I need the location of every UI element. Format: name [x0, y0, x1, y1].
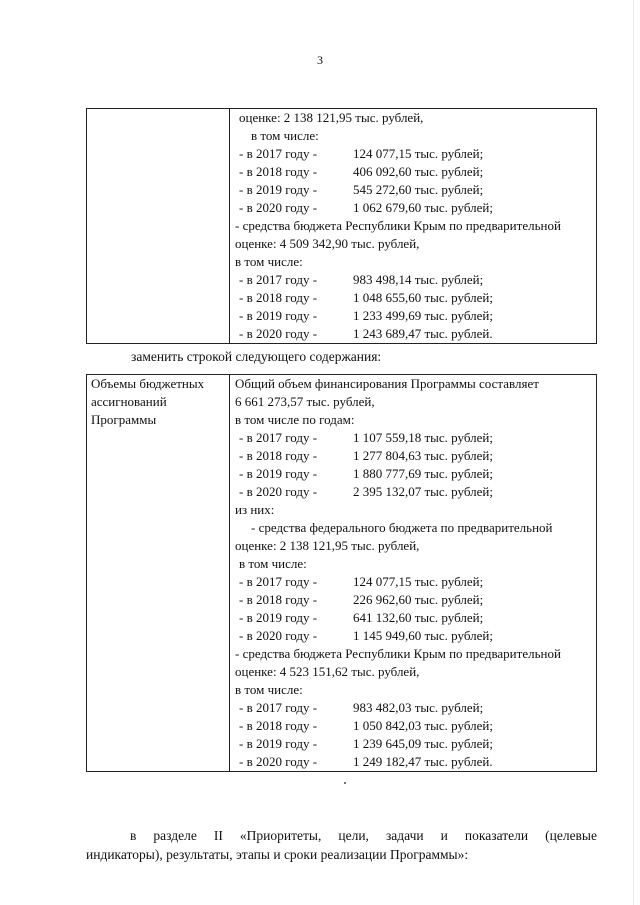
- text-line: - средства бюджета Республики Крым по предварительной: [235, 646, 561, 661]
- year-label: - в 2017 году -: [239, 574, 318, 589]
- amount-value: 1 233 499,69 тыс. рублей;: [353, 308, 493, 323]
- paragraph-line: индикаторы), результаты, этапы и сроки реализации Программы»:: [86, 847, 469, 862]
- amount-value: 1 062 679,60 тыс. рублей;: [353, 200, 493, 215]
- table-content-cell: [230, 109, 597, 344]
- text-line: в том числе по годам:: [235, 412, 355, 427]
- text-line: в том числе:: [235, 254, 303, 269]
- text-line: оценке: 4 523 151,62 тыс. рублей,: [235, 664, 420, 679]
- year-row: [235, 181, 592, 199]
- amount-value: 406 092,60 тыс. рублей;: [353, 164, 484, 179]
- amount-value: 1 239 645,09 тыс. рублей;: [353, 736, 493, 751]
- label-line: Программы: [91, 412, 157, 427]
- year-row: [235, 429, 592, 447]
- year-label: - в 2019 году -: [239, 308, 318, 323]
- amount-value: 1 880 777,69 тыс. рублей;: [353, 466, 493, 481]
- label-line: ассигнований: [91, 394, 167, 409]
- text-group: [235, 501, 592, 573]
- amount-value: 226 962,60 тыс. рублей;: [353, 592, 484, 607]
- text-line: из них:: [235, 502, 275, 517]
- text-line: - средства бюджета Республики Крым по предварительной: [235, 218, 561, 233]
- year-label: - в 2018 году -: [239, 718, 318, 733]
- amount-value: 983 498,14 тыс. рублей;: [353, 272, 484, 287]
- year-group: [235, 429, 592, 501]
- year-label: - в 2020 году -: [239, 484, 318, 499]
- page-number: 3: [317, 53, 323, 67]
- year-label: - в 2020 году -: [239, 754, 318, 769]
- scan-edge: [633, 0, 634, 905]
- scan-speck: [344, 782, 346, 784]
- text-line: в том числе:: [239, 556, 307, 571]
- amount-value: 1 243 689,47 тыс. рублей.: [353, 326, 493, 341]
- amount-value: 545 272,60 тыс. рублей;: [353, 182, 484, 197]
- year-label: - в 2019 году -: [239, 736, 318, 751]
- table-label-cell-empty: [87, 109, 230, 344]
- year-label: - в 2018 году -: [239, 448, 318, 463]
- year-row: [235, 753, 592, 771]
- year-row: [235, 163, 592, 181]
- year-row: [235, 627, 592, 645]
- year-label: - в 2017 году -: [239, 700, 318, 715]
- year-row: [235, 145, 592, 163]
- year-row: [235, 483, 592, 501]
- year-row: [235, 447, 592, 465]
- year-label: - в 2019 году -: [239, 466, 318, 481]
- section-paragraph: [86, 826, 597, 864]
- year-group: [235, 699, 592, 771]
- text-line: оценке: 2 138 121,95 тыс. рублей,: [235, 538, 420, 553]
- amount-value: 1 277 804,63 тыс. рублей;: [353, 448, 493, 463]
- amount-value: 2 395 132,07 тыс. рублей;: [353, 484, 493, 499]
- year-group: [235, 145, 592, 217]
- budget-table-old: [86, 108, 597, 344]
- table-label-cell: [87, 375, 230, 772]
- amount-value: 1 145 949,60 тыс. рублей;: [353, 628, 493, 643]
- year-group: [235, 573, 592, 645]
- amount-value: 983 482,03 тыс. рублей;: [353, 700, 484, 715]
- amount-value: 1 048 655,60 тыс. рублей;: [353, 290, 493, 305]
- year-label: - в 2020 году -: [239, 326, 318, 341]
- amount-value: 124 077,15 тыс. рублей;: [353, 146, 484, 161]
- label-line: Объемы бюджетных: [91, 376, 205, 391]
- amount-value: 1 050 842,03 тыс. рублей;: [353, 718, 493, 733]
- text-line: оценке: 2 138 121,95 тыс. рублей,: [239, 110, 424, 125]
- replace-instruction: заменить строкой следующего содержания:: [131, 349, 382, 364]
- amount-value: 124 077,15 тыс. рублей;: [353, 574, 484, 589]
- year-label: - в 2018 году -: [239, 164, 318, 179]
- amount-value: 641 132,60 тыс. рублей;: [353, 610, 484, 625]
- year-row: [235, 325, 592, 343]
- year-row: [235, 591, 592, 609]
- year-row: [235, 735, 592, 753]
- year-label: - в 2019 году -: [239, 610, 318, 625]
- year-row: [235, 289, 592, 307]
- budget-table-new: [86, 374, 597, 772]
- year-row: [235, 465, 592, 483]
- year-label: - в 2019 году -: [239, 182, 318, 197]
- text-line: 6 661 273,57 тыс. рублей,: [235, 394, 375, 409]
- year-label: - в 2017 году -: [239, 146, 318, 161]
- text-line: - средства федерального бюджета по предварительной: [251, 520, 553, 535]
- year-label: - в 2017 году -: [239, 272, 318, 287]
- text-group: [235, 645, 592, 699]
- year-row: [235, 699, 592, 717]
- year-row: [235, 717, 592, 735]
- amount-value: 1 249 182,47 тыс. рублей.: [353, 754, 493, 769]
- text-line: оценке: 4 509 342,90 тыс. рублей,: [235, 236, 420, 251]
- year-label: - в 2020 году -: [239, 200, 318, 215]
- year-label: - в 2017 году -: [239, 430, 318, 445]
- year-label: - в 2018 году -: [239, 592, 318, 607]
- table-content-cell: [230, 375, 597, 772]
- text-group: [235, 217, 592, 271]
- year-label: - в 2020 году -: [239, 628, 318, 643]
- year-group: [235, 271, 592, 343]
- paragraph-line: в разделе II «Приоритеты, цели, задачи и показатели (целевые: [130, 828, 597, 843]
- year-row: [235, 609, 592, 627]
- year-label: - в 2018 году -: [239, 290, 318, 305]
- year-row: [235, 307, 592, 325]
- text-line: Общий объем финансирования Программы составляет: [235, 376, 539, 391]
- text-group: [235, 109, 592, 145]
- amount-value: 1 107 559,18 тыс. рублей;: [353, 430, 493, 445]
- text-group: [235, 375, 592, 429]
- year-row: [235, 199, 592, 217]
- year-row: [235, 573, 592, 591]
- year-row: [235, 271, 592, 289]
- text-line: в том числе:: [235, 682, 303, 697]
- text-line: в том числе:: [251, 128, 319, 143]
